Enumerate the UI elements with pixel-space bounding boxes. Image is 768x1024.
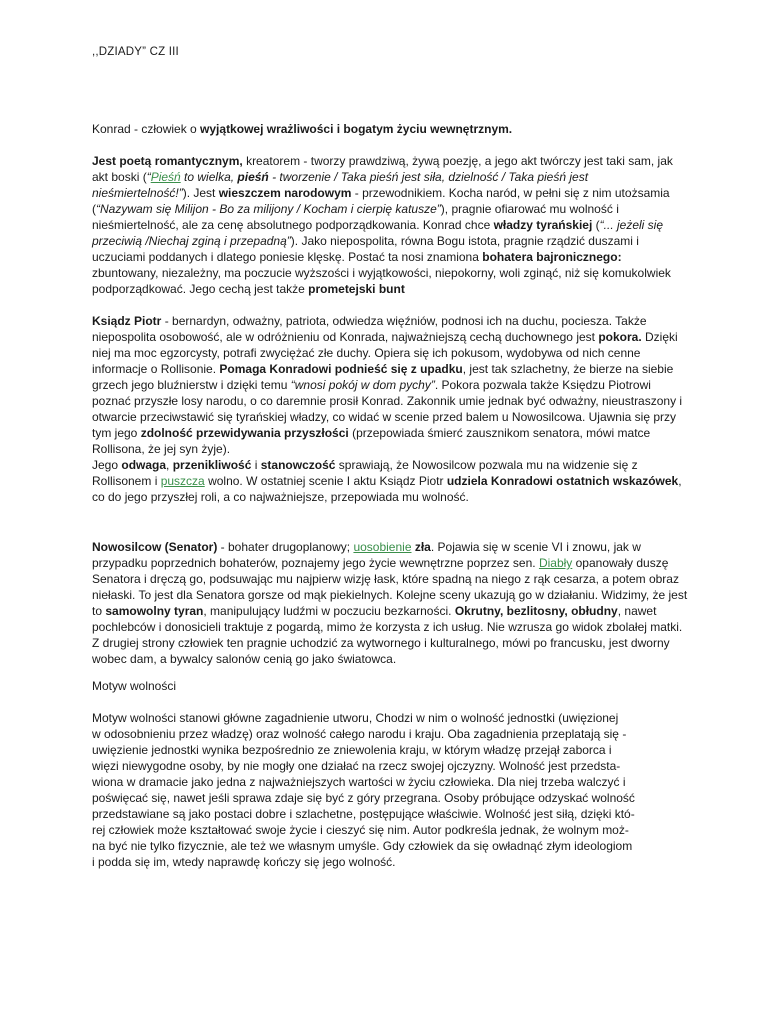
text-line: na być nie tylko fizycznie, ale też we własnym umyśle. Gdy człowiek da się owładnąć złym ideologiom <box>92 839 633 853</box>
text-span: opanowały duszę Senatora i dręczą go, podsuwając mu najpierw wizję łask, które spadną na niego z rąk cesarza, a potem obraz niełaski. To jest dla Senatora gorsze od mąk piekielnych. Kolejne sceny ukazują go w działaniu. Widzimy, że jest to <box>92 556 688 618</box>
bold-text: wieszczem narodowym <box>218 186 352 200</box>
text-span: , nawet pochlebców i donosicieli traktuje z pogardą, mimo że korzysta z ich usług. Nie wzrusza go widok zbolałej matki. Z drugiej strony człowiek ten pragnie uchodzić za wytwornego i kulturalnego, mówi po francusku, jest dworny wobec dam, a bywalcy salonów cenią go jako światowca. <box>92 604 683 666</box>
text-line: Motyw wolności stanowi główne zagadnienie utworu, Chodzi w nim o wolność jednostki (uwięzionej <box>92 711 619 725</box>
italic-text: “ <box>146 170 151 184</box>
text-line: wiona w dramacie jako jedna z najważniejszych wartości w życiu człowieka. Dla niej trzeba walczyć i <box>92 775 626 789</box>
italic-text: - tworzenie / Taka pieśń jest siła, dzielność / Taka pieśń jest nieśmiertelność!” <box>92 170 589 200</box>
italic-quote: “Nazywam się Milijon - Bo za milijony / Kocham i cierpię katusze” <box>96 202 441 216</box>
bold-text: bohatera bajronicznego: <box>482 250 622 264</box>
bold-text: Ksiądz Piotr <box>92 314 162 328</box>
bold-text: władzy tyrańskiej <box>493 218 593 232</box>
text-line: w odosobnieniu przez władzę) oraz wolność całego narodu i kraju. Oba zagadnienia przeplatają się - <box>92 727 627 741</box>
bold-text: Jest poetą romantycznym, <box>92 154 247 168</box>
bold-text: prometejski bunt <box>308 282 405 296</box>
bold-text: zdolność przewidywania przyszłości <box>140 426 349 440</box>
link-puszcza[interactable]: puszcza <box>160 474 205 488</box>
motyw-paragraph <box>92 710 688 870</box>
text-span: sprawiają, że Nowosilcow pozwala mu na widzenie się z Rollisonem i <box>92 458 638 488</box>
bold-text: odwaga <box>121 458 167 472</box>
text-span: Dzięki niej ma moc egzorcysty, potrafi zwyciężać złe duchy. Opiera się ich pokusom, wydobywa od nich cenne informacje o Rollisonie. <box>92 330 678 376</box>
text-span: zbuntowany, niezależny, ma poczucie wyższości i wyjątkowości, niepokorny, woli zginąć, niż się komukolwiek podporządkować. Jego cechą jest także <box>92 266 671 296</box>
text-span: , <box>166 458 173 472</box>
text-span: (przepowiada śmierć zausznikom senatora, mówi matce Rollisona, że jej syn żyje). <box>92 426 651 456</box>
text-span: wolno. W ostatniej scenie I aktu Ksiądz Piotr <box>204 474 447 488</box>
text-line: przedstawiane są jako postaci dobre i szlachetne, postępujące właściwie. Wolność jest siłą, dzięki któ- <box>92 807 635 821</box>
italic-quote: “... jeżeli się przeciwią /Niechaj zginą i przepadną” <box>92 218 664 248</box>
text-span: , co do jego przyszłej roli, a co najważniejsze, przepowiada mu wolność. <box>92 474 682 504</box>
bold-text: Okrutny, bezlitosny, obłudny <box>454 604 618 618</box>
text-span: i <box>251 458 261 472</box>
link-uosobienie[interactable]: uosobienie <box>353 540 412 554</box>
bold-text: pokora. <box>598 330 642 344</box>
bold-text: Nowosilcow (Senator) <box>92 540 218 554</box>
konrad-paragraph <box>92 153 688 297</box>
text-line: rej człowiek może kształtować swoje życie i cieszyć się nim. Autor podkreśla jednak, że wolnym moż- <box>92 823 629 837</box>
bold-text: zła <box>411 540 431 554</box>
document-title: ,,DZIADY” CZ III <box>92 46 179 58</box>
text-span: , jest tak szlachetny, że bierze na siebie grzech jego bluźnierstw i dzięki temu <box>92 362 674 392</box>
piotr-paragraph <box>92 313 688 505</box>
text-line: uwięzienie jednostki wynika bezpośrednio ze zniewolenia kraju, w którym władzę przejął zaborca i <box>92 743 612 757</box>
text-span: . Pojawia się w scenie VI i znowu, jak w przypadku poprzednich bohaterów, poznajemy jego życie wewnętrzne poprzez sen. <box>92 540 641 570</box>
konrad-intro-paragraph <box>92 121 688 137</box>
text-line: poświęcać się, nawet jeśli sprawa zdaje się być z góry przegrana. Osoby próbujące odzyskać wolność <box>92 791 635 805</box>
text-span: - przewodnikiem. Kocha naród, w pełni się z nim utożsamia ( <box>92 186 670 216</box>
text-line: więzi niewygodne osoby, by nie mogły one działać na rzecz swojej ojczyzny. Wolność jest przedsta- <box>92 759 621 773</box>
text-line: i podda się im, wtedy naprawdę kończy się jego wolność. <box>92 855 396 869</box>
bold-text: przenikliwość <box>172 458 252 472</box>
text-span: - bohater drugoplanowy; <box>217 540 354 554</box>
bold-italic-text: pieśń <box>237 170 269 184</box>
text-span: Jego <box>92 458 122 472</box>
bold-text: wyjątkowej wrażliwości i bogatym życiu wewnętrznym. <box>200 122 513 136</box>
text-span: ), pragnie ofiarować mu wolność i nieśmiertelność, ale za cenę absolutnego podporządkowania. Konrad chce <box>92 202 619 232</box>
section-heading-motyw: Motyw wolności <box>92 679 177 693</box>
link-piesn[interactable]: Pieśń <box>150 170 181 184</box>
bold-text: stanowczość <box>260 458 336 472</box>
link-diably[interactable]: Diabły <box>538 556 573 570</box>
text-span: kreatorem - tworzy prawdziwą, żywą poezję, a jego akt twórczy jest taki sam, jak akt boski ( <box>92 154 673 184</box>
document-page <box>92 40 688 870</box>
text-span: Konrad - człowiek o <box>92 122 201 136</box>
text-span: . Pokora pozwala także Księdzu Piotrowi poznać przyszłe losy narodu, o co daremnie prosił Konrad. Zakonnik umie jednak być odważny, nieustraszony i otwarcie przeciwstawić się tyrańskiej władzy, co widać w scenie przed balem u Nowosilcowa. Ujawnia się przy tym jego <box>92 378 683 440</box>
text-span: ). Jest <box>182 186 219 200</box>
text-span: - bernardyn, odważny, patriota, odwiedza więźniów, podnosi ich na duchu, pociesza. Także niepospolita osobowość, ale w odróżnieniu od Konrada, najważniejszą cechą duchownego jest <box>92 314 647 344</box>
nowosilcow-paragraph <box>92 539 688 667</box>
text-span: ( <box>592 218 600 232</box>
bold-text: udziela Konradowi ostatnich wskazówek <box>446 474 679 488</box>
italic-text: to wielka, <box>180 170 238 184</box>
text-span: ). Jako niepospolita, równa Bogu istota, pragnie rządzić duszami i uczuciami poddanych i dlatego poniesie klęskę. Postać ta nosi znamiona <box>92 234 639 264</box>
italic-quote: “wnosi pokój w dom pychy” <box>290 378 435 392</box>
text-span: , manipulujący ludźmi w poczuciu bezkarności. <box>203 604 455 618</box>
bold-text: Pomaga Konradowi podnieść się z upadku <box>219 362 463 376</box>
bold-text: samowolny tyran <box>105 604 204 618</box>
